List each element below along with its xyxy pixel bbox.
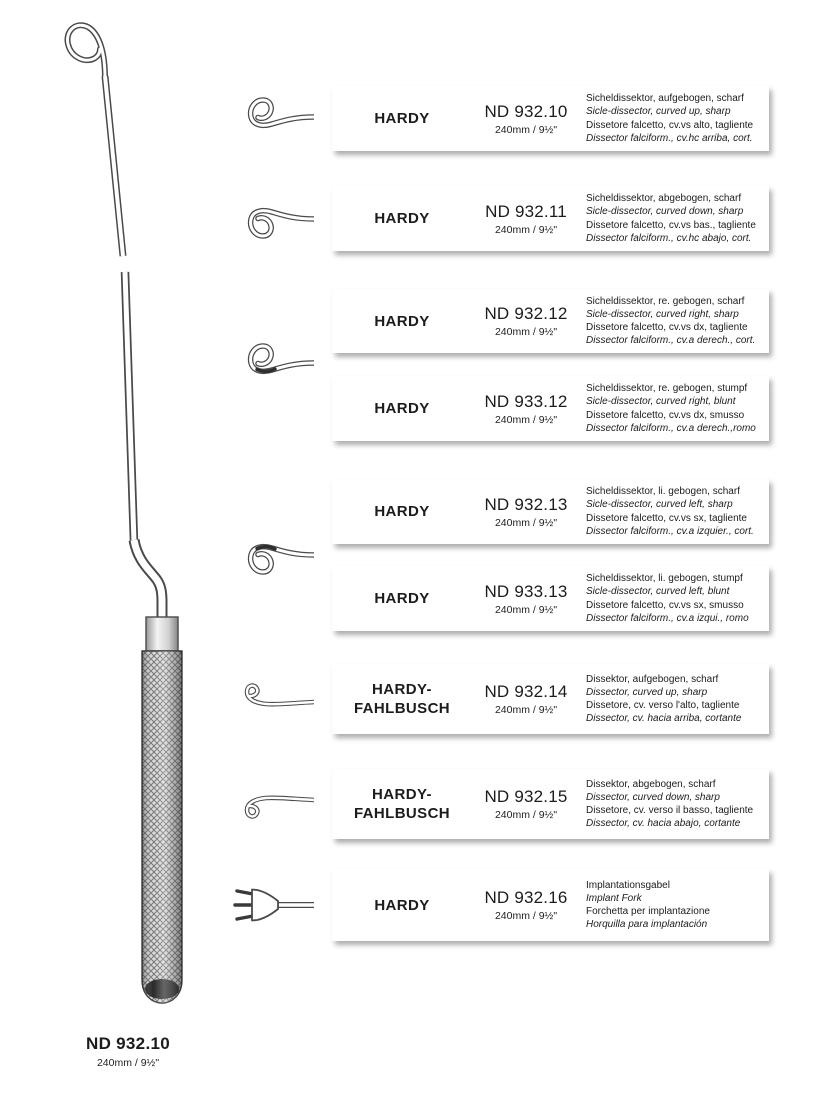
desc-english: Sicle-dissector, curved right, sharp: [586, 308, 739, 320]
desc-italian: Dissetore falcetto, cv.vs sx, tagliente: [586, 512, 747, 524]
desc-german: Dissektor, aufgebogen, scharf: [586, 673, 719, 685]
product-descriptions: [580, 778, 769, 831]
main-instrument-code: ND 932.10: [86, 1034, 170, 1053]
product-code-block: [472, 304, 580, 338]
product-descriptions: [580, 879, 769, 932]
desc-spanish: Horquilla para implantación: [586, 919, 708, 931]
product-card: [332, 289, 769, 353]
product-descriptions: [580, 485, 769, 538]
product-card: [332, 86, 769, 151]
desc-english: Dissector, curved down, sharp: [586, 791, 720, 803]
instrument-tip-fork-icon: [222, 877, 314, 933]
desc-spanish: Dissector falciform., cv.a derech., cort.: [586, 335, 756, 347]
desc-italian: Dissetore falcetto, cv.vs sx, smusso: [586, 599, 744, 611]
product-code: ND 932.15: [484, 787, 568, 806]
product-descriptions: [580, 295, 769, 348]
product-card: [332, 186, 769, 251]
desc-english: Sicle-dissector, curved up, sharp: [586, 106, 731, 118]
product-name: HARDY: [374, 400, 430, 417]
product-card: [332, 479, 769, 544]
desc-spanish: Dissector falciform., cv.a izqui., romo: [586, 612, 749, 624]
desc-spanish: Dissector, cv. hacia arriba, cortante: [586, 713, 742, 725]
desc-english: Dissector, curved up, sharp: [586, 686, 708, 698]
desc-italian: Dissetore, cv. verso l'alto, tagliente: [586, 700, 740, 711]
desc-italian: Dissetore falcetto, cv.vs dx, smusso: [586, 409, 745, 421]
product-code-block: [472, 495, 580, 529]
desc-german: Sicheldissektor, aufgebogen, scharf: [586, 93, 744, 105]
product-code: ND 933.12: [484, 391, 568, 411]
product-card: [332, 769, 769, 839]
instrument-tip-small-down-icon: [222, 775, 314, 831]
product-code-block: [472, 202, 580, 236]
product-card: [332, 566, 769, 631]
desc-german: Sicheldissektor, li. gebogen, scharf: [586, 486, 740, 498]
product-code-block: [472, 102, 580, 136]
main-dissector-illustration: [58, 14, 198, 1009]
desc-english: Implant Fork: [586, 892, 642, 904]
product-descriptions: [580, 673, 769, 726]
instrument-tip-small-up-icon: [222, 671, 314, 727]
product-descriptions: [580, 92, 769, 145]
product-size: 240mm / 9½": [494, 326, 558, 338]
desc-italian: Dissetore falcetto, cv.vs bas., tagliente: [586, 219, 756, 231]
product-size: 240mm / 9½": [494, 516, 558, 529]
main-instrument-size: 240mm / 9½": [96, 1057, 160, 1069]
product-size: 240mm / 9½": [494, 123, 558, 136]
product-code: ND 932.14: [484, 682, 568, 701]
product-descriptions: [580, 382, 769, 435]
product-size: 240mm / 9½": [494, 223, 558, 236]
product-name: HARDY: [374, 312, 430, 330]
product-size: 240mm / 9½": [494, 413, 558, 426]
product-code-block: [472, 787, 580, 821]
desc-german: Sicheldissektor, abgebogen, scharf: [586, 193, 742, 205]
instrument-tip-curved-left-icon: [222, 526, 314, 582]
product-code: ND 932.10: [484, 101, 568, 121]
desc-german: Sicheldissektor, re. gebogen, scharf: [586, 295, 745, 307]
desc-english: Sicle-dissector, curved left, sharp: [586, 499, 733, 511]
product-name: HARDY: [374, 896, 430, 914]
desc-spanish: Dissector falciform., cv.a derech.,romo: [586, 422, 756, 434]
desc-german: Dissektor, abgebogen, scharf: [586, 778, 716, 790]
product-size: 240mm / 9½": [494, 809, 558, 821]
desc-italian: Dissetore falcetto, cv.vs alto, tagliente: [586, 119, 754, 131]
product-code: ND 932.13: [484, 494, 568, 514]
product-code: ND 932.11: [485, 201, 567, 221]
product-size: 240mm / 9½": [494, 704, 558, 716]
desc-german: Implantationsgabel: [586, 879, 670, 891]
desc-german: Sicheldissektor, li. gebogen, stumpf: [586, 573, 743, 585]
product-code-block: [472, 888, 580, 922]
desc-spanish: Dissector falciform., cv.hc abajo, cort.: [586, 232, 752, 244]
product-name: HARDY: [374, 503, 430, 520]
desc-english: Sicle-dissector, curved down, sharp: [586, 206, 744, 218]
desc-italian: Dissetore, cv. verso il basso, tagliente: [586, 805, 754, 816]
product-code-block: [472, 682, 580, 716]
product-code: ND 933.13: [484, 581, 568, 601]
product-code: ND 932.16: [484, 888, 568, 907]
desc-german: Sicheldissektor, re. gebogen, stumpf: [586, 383, 748, 395]
instrument-tip-curved-right-icon: [222, 336, 314, 392]
desc-italian: Dissetore falcetto, cv.vs dx, tagliente: [586, 322, 748, 333]
product-code-block: [472, 392, 580, 426]
product-name: HARDY: [374, 210, 430, 227]
product-name: HARDY-FAHLBUSCH: [353, 786, 451, 822]
instrument-tip-hook-down-icon: [222, 190, 314, 246]
desc-english: Sicle-dissector, curved right, blunt: [586, 396, 736, 408]
product-size: 240mm / 9½": [494, 603, 558, 616]
instrument-tip-hook-up-icon: [222, 90, 314, 146]
product-card: [332, 376, 769, 441]
product-code-block: [472, 582, 580, 616]
product-name: HARDY: [374, 590, 430, 607]
desc-spanish: Dissector, cv. hacia abajo, cortante: [586, 818, 741, 830]
product-name: HARDY-FAHLBUSCH: [353, 681, 451, 717]
product-size: 240mm / 9½": [494, 910, 558, 922]
desc-english: Sicle-dissector, curved left, blunt: [586, 586, 730, 598]
main-instrument-label: [50, 1034, 206, 1069]
product-card: [332, 869, 769, 941]
desc-italian: Forchetta per implantazione: [586, 906, 710, 917]
product-descriptions: [580, 192, 769, 245]
product-code: ND 932.12: [484, 304, 568, 323]
product-name: HARDY: [374, 110, 430, 127]
desc-spanish: Dissector falciform., cv.hc arriba, cort.: [586, 132, 753, 144]
product-card: [332, 664, 769, 734]
product-descriptions: [580, 572, 769, 625]
desc-spanish: Dissector falciform., cv.a izquier., cort.: [586, 525, 754, 537]
